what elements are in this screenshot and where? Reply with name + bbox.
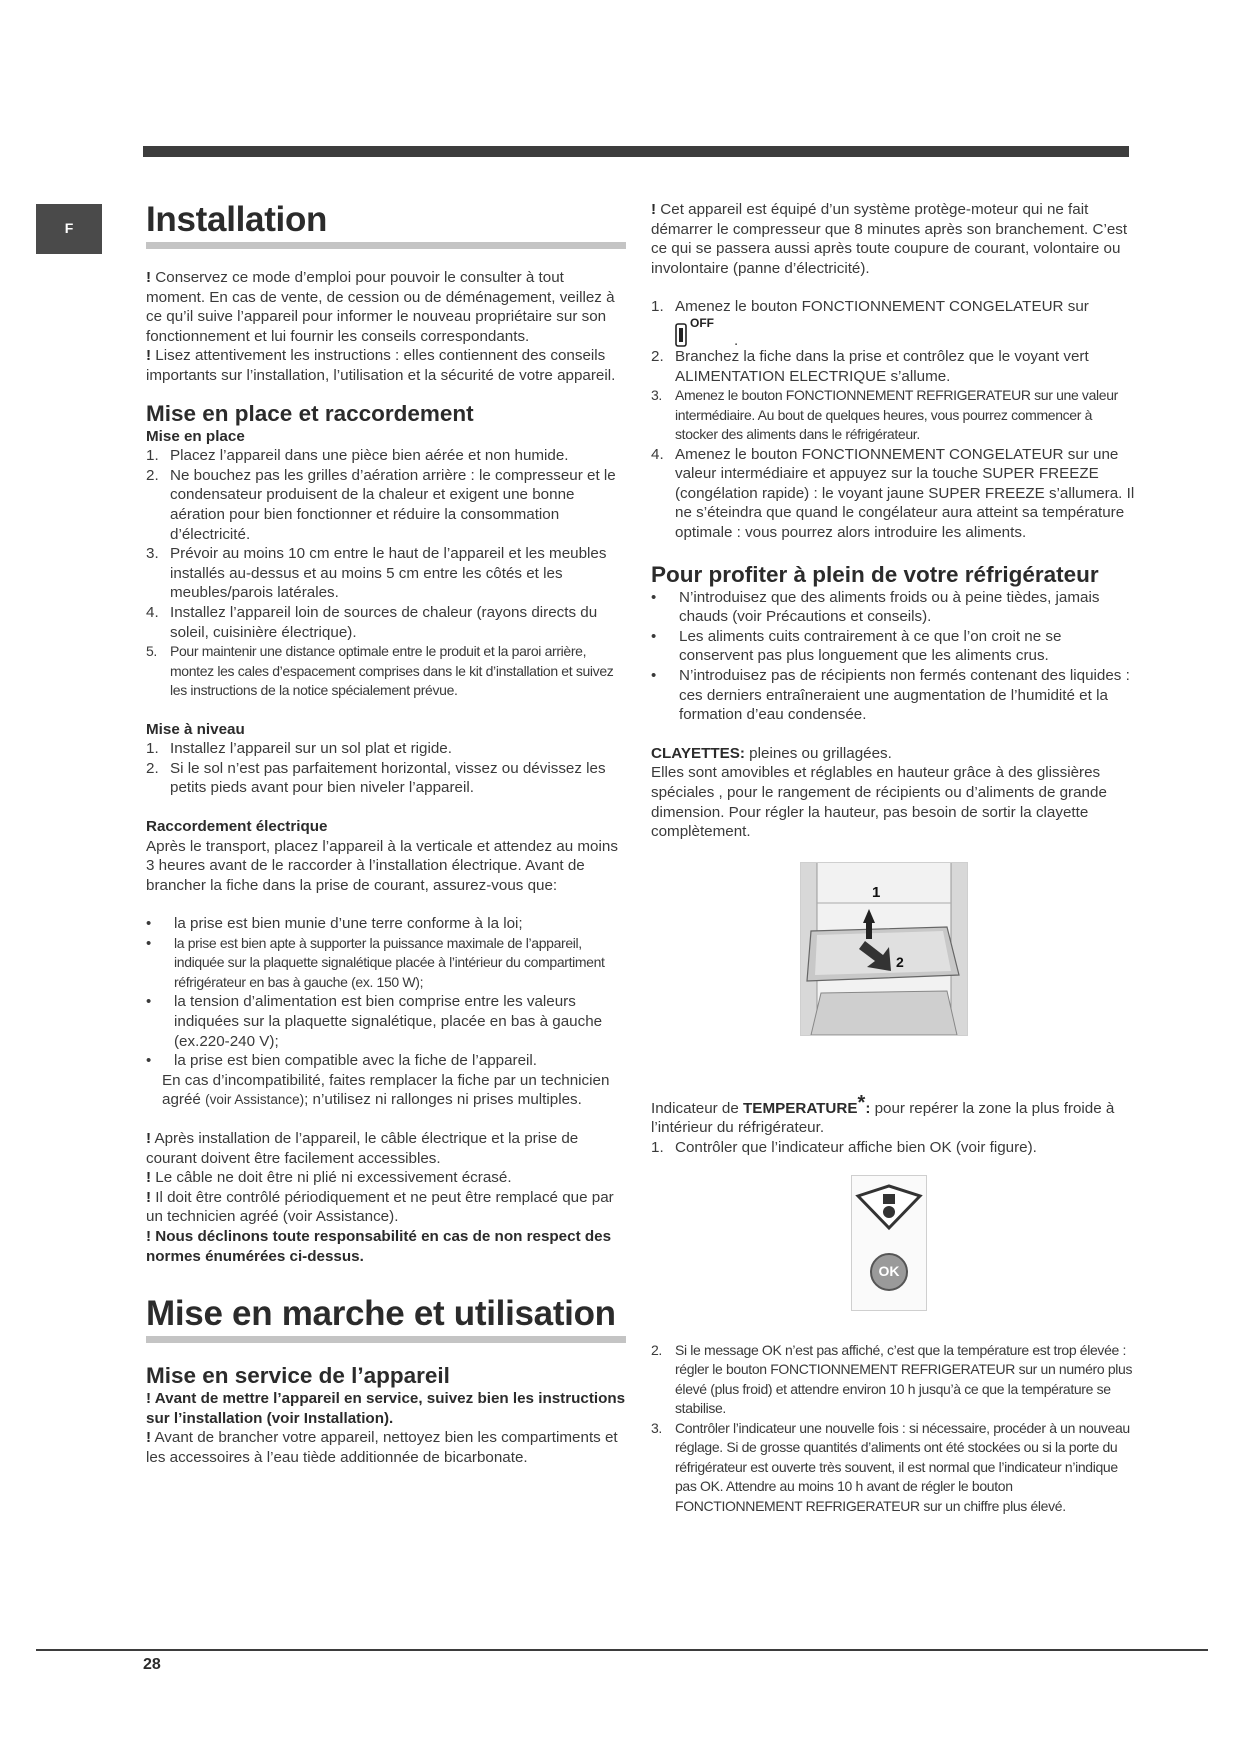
electrical-subtitle: Raccordement électrique [146, 817, 328, 835]
list-item: • N’introduisez pas de récipients non fermés contenant des liquides : ces derniers entraîneraient une augmentation de l’humidité et la formation d’eau condensée. [651, 667, 1130, 724]
temperature-list-a [651, 1138, 1137, 1158]
warning-4: ! Nous déclinons toute responsabilité en cas de non respect des normes énumérées ci-dessus. [146, 1227, 612, 1265]
placement-list [146, 446, 626, 700]
right-column [651, 200, 1137, 1516]
ok-badge: OK [878, 1262, 900, 1279]
startup-list [651, 297, 1137, 542]
shelves-heading: CLAYETTES: pleines ou grillagées. [651, 744, 892, 762]
temperature-heading: Indicateur de TEMPERATURE*: pour repérer la zone la plus froide à l’intérieur du réfrigérateur. [651, 1091, 1115, 1137]
list-item: • la tension d’alimentation est bien comprise entre les valeurs indiquées sur la plaquette signalétique, placée en bas à gauche (ex.220-240 V); [146, 993, 603, 1050]
list-item: 4. Amenez le bouton FONCTIONNEMENT CONGELATEUR sur une valeur intermédiaire et appuyez sur la touche SUPER FREEZE (congélation rapide) : le voyant jaune SUPER FREEZE s’allumera. Il ne s’éteindra que quand le congélateur aura atteint sa température optimale : vous pourrez alors introduire les aliments. [651, 445, 1135, 542]
list-item: 4. Installez l’appareil loin de sources de chaleur (rayons directs du soleil, cuisinière électrique). [146, 603, 598, 641]
motor-protection-paragraph: ! Cet appareil est équipé d’un système protège-moteur qui ne fait démarrer le compresseur que 8 minutes après son branchement. C’est ce qui se passera aussi après toute coupure de courant, volontaire ou involontaire (panne d’électricité). [651, 201, 1128, 277]
usage-title: Mise en marche et utilisation [146, 1294, 626, 1343]
profit-title: Pour profiter à plein de votre réfrigérateur [651, 561, 1099, 587]
placement-title: Mise en place et raccordement [146, 400, 474, 426]
shelf-adjust-figure [800, 862, 968, 1036]
profit-bullets [651, 588, 1137, 725]
list-item: • N’introduisez que des aliments froids ou à peine tièdes, jamais chauds (voir Précautions et conseils). [651, 588, 1100, 626]
list-item: 1. Contrôler que l’indicateur affiche bien OK (voir figure). [651, 1138, 1037, 1156]
list-item: • la prise est bien munie d’une terre conforme à la loi; [146, 915, 523, 933]
list-item: 3. Prévoir au moins 10 cm entre le haut de l’appareil et les meubles installés au-dessus et au moins 5 cm entre les côtés et les meubles/parois latérales. [146, 545, 607, 602]
warning-2: ! Le câble ne doit être ni plié ni excessivement écrasé. [146, 1169, 512, 1187]
placement-subtitle: Mise en place [146, 427, 245, 445]
list-item: 2. Si le message OK n’est pas affiché, c’est que la température est trop élevée : régler le bouton FONCTIONNEMENT REFRIGERATEUR sur un numéro plus élevé (plus froid) et attendre environ 10 h jusqu’à ce que la température se stabilise. [651, 1341, 1133, 1417]
list-item: 2. Ne bouchez pas les grilles d’aération arrière : le compresseur et le condensateur produisent de la chaleur et exigent une bonne aération pour bien fonctionner et réduire la consommation d’électricité. [146, 466, 616, 543]
intro-paragraph-2: ! Lisez attentivement les instructions : elles contiennent des conseils importants sur l’installation, l’utilisation et la sécurité de votre appareil. [146, 347, 616, 384]
warning-1: ! Après installation de l’appareil, le câble électrique et la prise de courant doivent être facilement accessibles. [146, 1130, 579, 1167]
list-item: 1. Placez l’appareil dans une pièce bien aérée et non humide. [146, 447, 569, 465]
temperature-list-b [651, 1341, 1137, 1517]
list-item: 3. Amenez le bouton FONCTIONNEMENT REFRIGERATEUR sur une valeur intermédiaire. Au bout de quelques heures, vous pourrez commencer à stocker des aliments dans le réfrigérateur. [651, 387, 1118, 443]
off-knob-icon [675, 323, 687, 347]
warning-3: ! Il doit être contrôlé périodiquement et ne peut être remplacé que par un technicien agréé (voir Assistance). [146, 1188, 614, 1226]
list-item: 5. Pour maintenir une distance optimale entre le produit et la paroi arrière, montez les cales d’espacement comprises dans le kit d’installation et suivez les instructions de la notice spécialement prévue. [146, 643, 614, 699]
header-rule [143, 146, 1129, 157]
left-column [146, 200, 626, 1468]
thermometer-icon [852, 1176, 926, 1310]
footer-rule [36, 1649, 1208, 1651]
list-item: 1. Installez l’appareil sur un sol plat et rigide. [146, 740, 452, 758]
service-paragraph: ! Avant de brancher votre appareil, nettoyez bien les compartiments et les accessoires à l’eau tiède additionnée de bicarbonate. [146, 1429, 618, 1466]
installation-title: Installation [146, 200, 626, 249]
list-item: 2. Si le sol n’est pas parfaitement horizontal, vissez ou dévissez les petits pieds avant pour bien niveler l’appareil. [146, 759, 606, 797]
off-label: OFF [690, 315, 714, 330]
off-indicator: OFF . [675, 317, 1137, 347]
level-list [146, 739, 626, 798]
incompatibility-note: En cas d’incompatibilité, faites remplacer la fiche par un technicien agréé (voir Assistance); n’utilisez ni rallonges ni prises multiples. [162, 1071, 610, 1109]
page-number: 28 [143, 1656, 161, 1673]
figure-label-2: 2 [896, 953, 904, 970]
list-item: • la prise est bien apte à supporter la puissance maximale de l’appareil, indiquée sur la plaquette signalétique placée à l’intérieur du compartiment réfrigérateur en bas à gauche (ex. 150 W); [146, 934, 605, 990]
shelves-paragraph: Elles sont amovibles et réglables en hauteur grâce à des glissières spéciales , pour le rangement de récipients ou d’aliments de grande dimension. Pour régler la hauteur, pas besoin de sortir la clayette complètement. [651, 764, 1107, 841]
list-item: • Les aliments cuits contrairement à ce que l’on croit ne se conservent pas plus longuement que les aliments crus. [651, 627, 1062, 665]
service-title: Mise en service de l’appareil [146, 1363, 450, 1389]
list-item: 2. Branchez la fiche dans la prise et contrôlez que le voyant vert ALIMENTATION ELECTRIQUE s’allume. [651, 347, 1089, 385]
intro-paragraph-1: ! Conservez ce mode d’emploi pour pouvoir le consulter à tout moment. En cas de vente, de cession ou de déménagement, veillez à ce qu’il suive l’appareil pour informer le nouveau propriétaire sur son fonctionnement et lui fournir les conseils correspondants. [146, 269, 615, 345]
service-bold-note: ! Avant de mettre l’appareil en service, suivez bien les instructions sur l’installation (voir Installation). [146, 1390, 626, 1427]
electrical-paragraph: Après le transport, placez l’appareil à la verticale et attendez au moins 3 heures avant de le raccorder à l’installation électrique. Avant de brancher la fiche dans la prise de courant, assurez-vous que: [146, 837, 618, 894]
language-tab-label: F [64, 220, 74, 237]
language-tab [36, 204, 102, 254]
electrical-bullets [146, 914, 626, 1070]
figure-label-1: 1 [872, 883, 881, 901]
level-subtitle: Mise à niveau [146, 720, 245, 738]
shelf-diagram-icon [801, 863, 967, 1035]
temperature-indicator-figure [851, 1175, 927, 1311]
list-item: 3. Contrôler l’indicateur une nouvelle fois : si nécessaire, procéder à un nouveau réglage. Si de grosse quantités d’aliments ont été stockées ou si la porte du réfrigérateur est ouverte très souvent, il est normal que l’indicateur n’indique pas OK. Attendre au moins 10 h avant de régler le bouton FONCTIONNEMENT REFRIGERATEUR sur un chiffre plus élevé. [651, 1419, 1130, 1514]
list-item: 1. Amenez le bouton FONCTIONNEMENT CONGELATEUR sur OFF . [651, 297, 1137, 347]
list-item: • la prise est bien compatible avec la fiche de l’appareil. [146, 1052, 538, 1070]
